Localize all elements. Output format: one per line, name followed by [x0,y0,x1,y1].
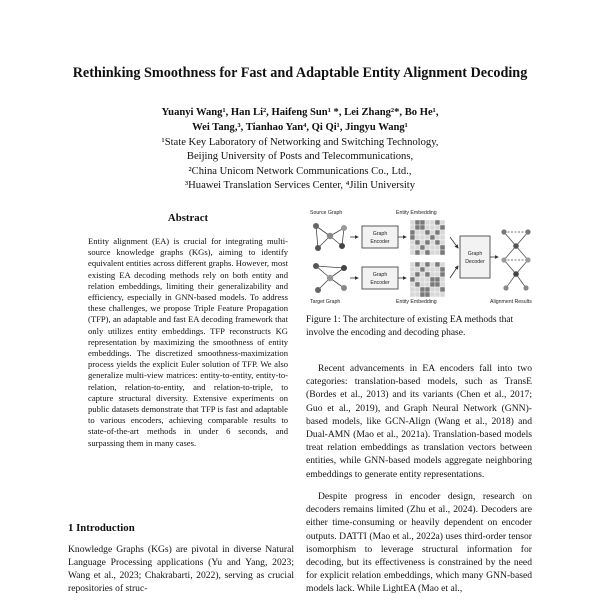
embedding-cell [435,267,440,272]
embedding-cell [440,287,445,292]
embedding-cell [420,230,425,235]
abstract-heading: Abstract [167,212,209,224]
embedding-cell [430,282,435,287]
embedding-cell [430,220,435,225]
embedding-cell [420,292,425,297]
embedding-cell [415,230,420,235]
embedding-cell [410,250,415,255]
embedding-cell [430,240,435,245]
embedding-cell [440,272,445,277]
embedding-cell [430,267,435,272]
paper-title: Rethinking Smoothness for Fast and Adaptable Entity Alignment Decoding [72,65,528,81]
embedding-cell [440,230,445,235]
embedding-cell [415,267,420,272]
encoder-top-line1: Graph [372,231,388,237]
embedding-cell [440,240,445,245]
embedding-cell [420,262,425,267]
target-graph-label: Target Graph [310,299,341,305]
figure-caption: Figure 1: The architecture of existing EA methods that involve the encoding and decoding phase. [306,315,514,338]
embedding-cell [410,245,415,250]
embedding-cell [430,225,435,230]
embedding-cell [410,235,415,240]
embedding-cell [430,235,435,240]
embedding-cell [410,262,415,267]
authors-line-1: Yuanyi Wang¹, Han Li², Haifeng Sun¹ *, Lei Zhang²*, Bo He¹, [161,107,439,118]
embedding-cell [440,250,445,255]
embedding-cell [425,235,430,240]
architecture-diagram [306,206,536,308]
affiliation-2: Beijing University of Posts and Telecommunications, [186,151,414,163]
embedding-cell [440,277,445,282]
encoder-top-line2: Encoder [370,239,390,245]
embedding-cell [425,272,430,277]
architecture-figure [306,206,536,308]
target-graph-nodes [313,263,347,293]
embedding-cell [440,262,445,267]
embedding-cell [435,292,440,297]
embedding-cell [430,262,435,267]
alignment-results-label: Alignment Results [490,299,532,305]
embedding-cell [420,235,425,240]
embedding-cell [410,267,415,272]
embedding-cell [410,292,415,297]
embedding-cell [425,250,430,255]
affiliation-4: ³Huawei Translation Services Center, ⁴Jilin University [184,180,416,192]
introduction-body: Knowledge Graphs (KGs) are pivotal in diverse Natural Language Processing applications (Yu and Yang, 2023; Wang et al., 2023; Chakrabarti, 2022), serving as crucial repositories of struc- [68,544,294,594]
author-list [80,106,520,135]
decoder-line1: Graph [467,251,483,257]
embedding-cell [415,277,420,282]
embedding-cell [440,220,445,225]
embedding-cell [415,282,420,287]
embedding-cell [430,277,435,282]
embedding-cell [420,267,425,272]
embedding-cell [415,272,420,277]
embedding-cell [420,220,425,225]
embedding-cell [440,235,445,240]
embedding-cell [435,262,440,267]
embedding-cell [420,272,425,277]
embedding-cell [420,245,425,250]
embedding-cell [420,250,425,255]
embedding-cell [435,250,440,255]
embedding-cell [425,277,430,282]
introduction-heading: 1 Introduction [68,522,135,534]
entity-embedding-bottom-label: Entity Embedding [396,299,437,305]
embedding-cell [415,262,420,267]
embedding-cell [435,225,440,230]
embedding-cell [430,245,435,250]
right-column-paragraph-1: Recent advancements in EA encoders fall into two categories: translation-based models, such as TransE (Bordes et al., 2013) and its variants (Chen et al., 2017; Guo et al., 2019), and Graph Neural Network (GNN)-based models, like GCN-Align (Wang et al., 2018) and Dual-AMN (Mao et al., 2021a). Translation-based models treat relation embeddings as translation vectors between entities, while GNN-based models aggregate neighboring embeddings to generate entity representations. [306,363,532,480]
embedding-cell [435,245,440,250]
embedding-cell [425,287,430,292]
alignment-results-graph [504,232,528,288]
embedding-cell [435,235,440,240]
affiliation-1: ¹State Key Laboratory of Networking and Switching Technology, [161,137,439,148]
embedding-cell [415,245,420,250]
embedding-cell [410,240,415,245]
affiliations [80,136,520,194]
embedding-cell [435,282,440,287]
embedding-cell [440,245,445,250]
embedding-cell [430,272,435,277]
abstract-body: Entity alignment (EA) is crucial for integrating multi-source knowledge graphs (KGs), aiming to identify equivalent entities across different graphs. However, most existing EA decoding methods rely on both entity and relation embeddings, limiting their generalizability and efficiency, especially in GNN-based models. To address these challenges, we propose Triple Feature Propagation (TFP), an adaptable and fast EA decoding framework that only utilizes entity embeddings. TFP reconstructs KG representation by maximizing the smoothness of entity embeddings. The discretized smoothness-maximization process yields the explicit Euler solution of TFP. We also generalize multi-view matrices: entity-to-entity, entity-to-relation, relation-to-entity, and relation-to-triple, to capture structural diversity. Extensive experiments on public datasets demonstrate that TFP is fast and adaptable to various encoders, achieving comparable results to state-of-the-art methods in under 6 seconds, and surpassing them in many cases. [88,236,288,448]
embedding-cell [430,287,435,292]
graph-encoder-top [362,226,398,248]
embedding-cell [435,277,440,282]
embedding-cell [420,282,425,287]
embedding-cell [435,220,440,225]
authors-line-2: Wei Tang,³, Tianhao Yan⁴, Qi Qi¹, Jingyu Wang¹ [192,121,408,133]
embedding-cell [430,250,435,255]
embedding-cell [410,225,415,230]
entity-embedding-matrix-top [410,220,445,255]
entity-embedding-top-label: Entity Embedding [396,210,437,216]
embedding-cell [425,267,430,272]
decoder-line2: Decoder [465,259,485,265]
graph-decoder [460,236,490,278]
embedding-cell [425,292,430,297]
encoder-bottom-line1: Graph [372,272,388,278]
embedding-cell [425,245,430,250]
graph-encoder-bottom [362,267,398,289]
embedding-cell [430,230,435,235]
embedding-cell [410,272,415,277]
embedding-cell [425,282,430,287]
embedding-cell [425,230,430,235]
embedding-cell [440,225,445,230]
source-graph-label: Source Graph [310,210,343,216]
embedding-cell [435,230,440,235]
embedding-cell [435,272,440,277]
embedding-cell [420,240,425,245]
embedding-cell [435,287,440,292]
embedding-cell [425,262,430,267]
source-graph-nodes [313,223,347,251]
embedding-cell [435,240,440,245]
embedding-cell [440,267,445,272]
embedding-cell [440,292,445,297]
embedding-cell [420,225,425,230]
embedding-cell [415,225,420,230]
embedding-cell [415,235,420,240]
embedding-cell [415,287,420,292]
affiliation-3: ²China Unicom Network Communications Co., Ltd., [188,165,412,177]
embedding-cell [420,277,425,282]
embedding-cell [410,230,415,235]
embedding-cell [410,220,415,225]
embedding-cell [415,292,420,297]
embedding-cell [415,240,420,245]
embedding-cell [420,287,425,292]
embedding-cell [430,292,435,297]
embedding-cell [410,277,415,282]
encoder-bottom-line2: Encoder [370,280,390,286]
embedding-cell [440,282,445,287]
right-column-paragraph-2: Despite progress in encoder design, research on decoders remains limited (Zhu et al., 2024). Decoders are either time-consuming or heavily dependent on encoder outputs. DATTI (Mao et al., 2022a) uses third-order tensor isomorphism to leverage structural information for decoding, but its effectiveness is constrained by the need for explicit relation embeddings, which many GNN-based models lack. While LightEA (Mao et al., [306,491,532,595]
embedding-cell [410,287,415,292]
entity-embedding-matrix-bottom [410,262,445,297]
embedding-cell [410,282,415,287]
embedding-cell [415,220,420,225]
embedding-cell [425,240,430,245]
embedding-cell [425,220,430,225]
embedding-cell [425,225,430,230]
embedding-cell [415,250,420,255]
